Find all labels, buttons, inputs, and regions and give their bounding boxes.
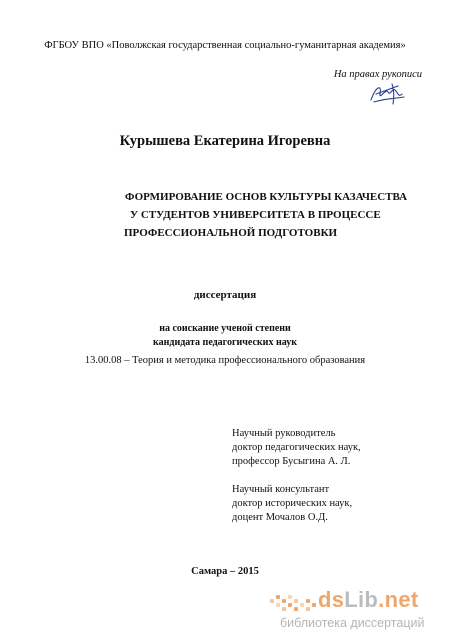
advisor-degree: доктор педагогических наук, bbox=[232, 442, 361, 453]
specialty-code: 13.00.08 – Теория и методика профессионального образования bbox=[84, 355, 366, 366]
author-name: Курышева Екатерина Игоревна bbox=[119, 133, 331, 149]
consultant-degree: доктор исторических наук, bbox=[232, 498, 353, 509]
dslib-tagline: библиотека диссертаций bbox=[280, 616, 425, 630]
dslib-logo bbox=[318, 587, 418, 613]
manuscript-note: На правах рукописи bbox=[333, 69, 422, 80]
consultant-name: доцент Мочалов О.Д. bbox=[232, 512, 328, 523]
institution-name: ФГБОУ ВПО «Поволжская государственная социально-гуманитарная академия» bbox=[44, 40, 406, 51]
dissertation-title-line: ФОРМИРОВАНИЕ ОСНОВ КУЛЬТУРЫ КАЗАЧЕСТВА bbox=[125, 191, 408, 203]
dslib-watermark bbox=[270, 585, 445, 633]
degree-line: кандидата педагогических наук bbox=[153, 337, 297, 348]
logo-ds: ds bbox=[318, 587, 345, 612]
degree-line: на соискание ученой степени bbox=[159, 323, 291, 334]
consultant-role: Научный консультант bbox=[232, 484, 330, 495]
dissertation-title-line: ПРОФЕССИОНАЛЬНОЙ ПОДГОТОВКИ bbox=[124, 227, 338, 239]
logo-lib: Lib bbox=[344, 587, 379, 612]
signature-icon bbox=[368, 80, 408, 106]
dissertation-title-line: У СТУДЕНТОВ УНИВЕРСИТЕТА В ПРОЦЕССЕ bbox=[130, 209, 381, 221]
logo-net: .net bbox=[378, 587, 419, 612]
document-type: диссертация bbox=[193, 289, 257, 301]
advisor-name: профессор Бусыгина А. Л. bbox=[232, 456, 351, 467]
advisor-role: Научный руководитель bbox=[232, 428, 336, 439]
place-year: Самара – 2015 bbox=[191, 566, 259, 577]
